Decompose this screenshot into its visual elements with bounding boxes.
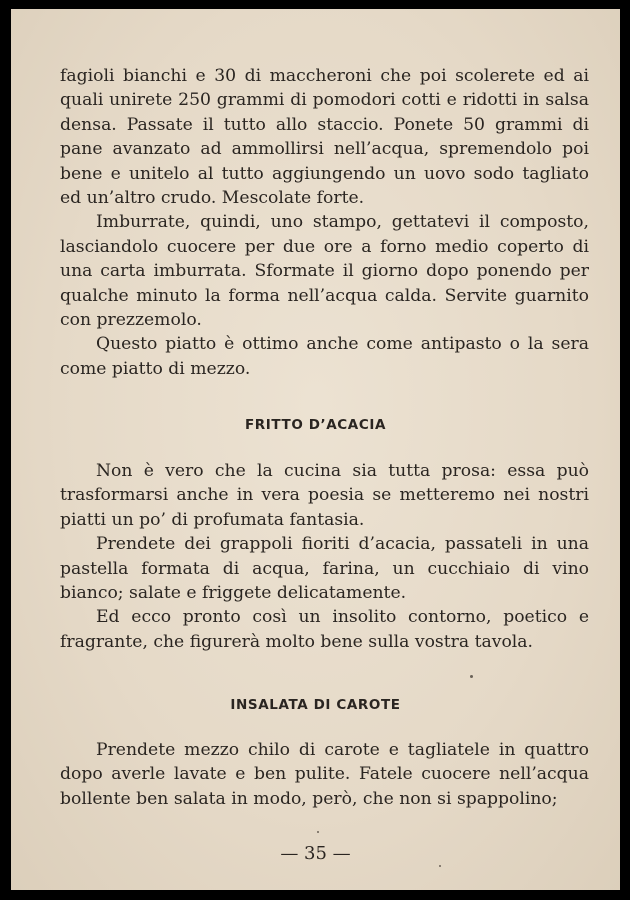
paper-speck bbox=[439, 865, 441, 867]
paragraph: Non è vero che la cucina sia tutta prosa: essa può trasformarsi anche in vera poesia se metteremo nei nostri piatti un po’ di profumata fantasia. bbox=[60, 461, 589, 530]
paragraph: Prendete dei grappoli fioriti d’acacia, passateli in una pastella formata di acqua, farina, un cucchiaio di vino bianco; salate e friggete delicatamente. bbox=[60, 534, 589, 604]
paragraph: Ed ecco pronto così un insolito contorno, poetico e fragrante, che figurerà molto bene sulla vostra tavola. bbox=[60, 607, 589, 652]
recipe-continuation bbox=[60, 64, 589, 381]
book-page bbox=[11, 9, 620, 890]
section-heading-insalata-carote: INSALATA DI CAROTE bbox=[230, 697, 401, 713]
paper-speck bbox=[470, 675, 473, 678]
page-number: — 35 — bbox=[280, 843, 351, 864]
paragraph: Questo piatto è ottimo anche come antipasto o la sera come piatto di mezzo. bbox=[60, 334, 589, 379]
paragraph: fagioli bianchi e 30 di maccheroni che poi scolerete ed ai quali unirete 250 grammi di pomodori cotti e ridotti in salsa densa. Passate il tutto allo staccio. Ponete 50 grammi di pane avanzato ad ammollirsi nell’acqua, spremendolo poi bene e unitelo al tutto aggiungendo un uovo sodo tagliato ed un’altro crudo. Mescolate forte. bbox=[60, 66, 589, 209]
section-heading-fritto-acacia: FRITTO D’ACACIA bbox=[244, 417, 387, 433]
paragraph: Prendete mezzo chilo di carote e tagliatele in quattro dopo averle lavate e ben pulite. Fatele cuocere nell’acqua bollente ben salata in modo, però, che non si spappolino; bbox=[60, 740, 589, 809]
paper-speck bbox=[317, 831, 319, 833]
paragraph: Imburrate, quindi, uno stampo, gettatevi il composto, lasciandolo cuocere per due ore a forno medio coperto di una carta imburrata. Sformate il giorno dopo ponendo per qualche minuto la forma nell’acqua calda. Servite guarnito con prezzemolo. bbox=[60, 212, 589, 331]
recipe-insalata-carote bbox=[60, 738, 589, 811]
recipe-fritto-acacia bbox=[60, 459, 589, 654]
